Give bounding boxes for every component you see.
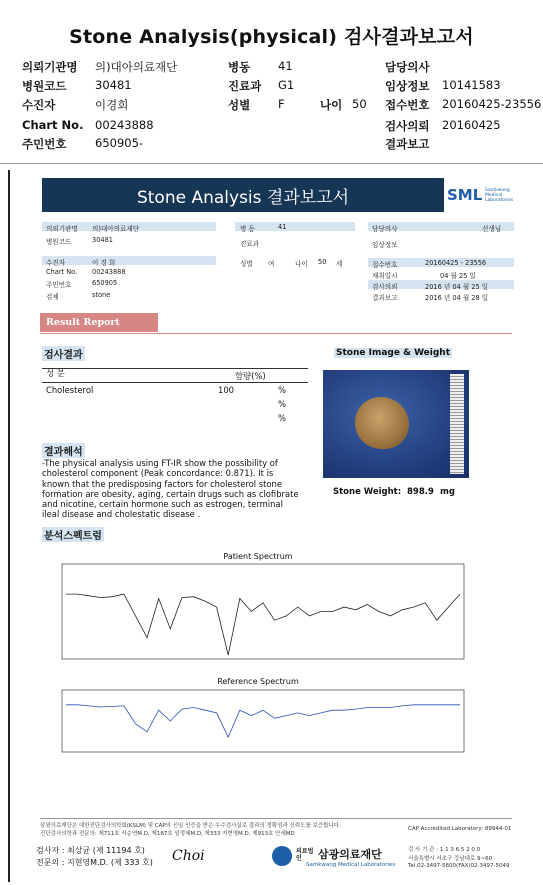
r-hcode-value: 30481 [92, 236, 113, 244]
clinical-label: 임상정보 [385, 79, 430, 93]
r-patient-value: 이 경 희 [92, 259, 116, 267]
content-header: 함량(%) [235, 371, 266, 381]
dept-value: G1 [278, 78, 295, 92]
dept-label: 진료과 [228, 79, 262, 93]
specialist: 전문의 : 지현영M.D. (제 333 호) [36, 858, 153, 867]
table-rule [42, 368, 308, 369]
component-header: 성 분 [46, 368, 65, 378]
r-patient-label: 수진자 [46, 259, 66, 267]
age-label: 나이 [320, 98, 343, 112]
doctor-label: 담당의사 [385, 60, 430, 74]
spectrum-frame [62, 564, 464, 659]
receipt-value: 20160425-23556 [442, 97, 542, 111]
cap-text: CAP Accredited Laboratory: 89944-01 [408, 826, 512, 832]
row-unit: % [278, 413, 286, 423]
sml-logo [445, 182, 525, 210]
r-dept-label: 진료과 [240, 240, 260, 248]
foundation-name: 삼광의료재단 [318, 848, 382, 861]
ward-value: 41 [278, 59, 293, 73]
r-hcode-label: 병원코드 [46, 238, 72, 246]
reference-spectrum-title: Reference Spectrum [217, 677, 299, 686]
interp-line: and nicotine, certain hormone such as estrogen, terminal [42, 499, 283, 510]
r-request-value: 2016 년 04 월 25 일 [425, 283, 489, 291]
ruler [450, 374, 464, 474]
page-title: Stone Analysis(physical) 검사결과보고서 [69, 26, 474, 48]
r-report-value: 2016 년 04 월 28 일 [425, 294, 489, 302]
contact2: 서울특별시 서초구 강남대로 9~60 [408, 856, 493, 862]
spectrum-line [66, 594, 460, 655]
result-report-label: 결과보고 [385, 137, 430, 151]
examiner: 검사자 : 최상균 (제 11194 호) [36, 846, 145, 855]
interpretation-text [42, 458, 322, 520]
r-age-value: 50 [318, 258, 327, 266]
hospital-code-label: 병원코드 [22, 79, 67, 93]
institution-label: 의뢰기관명 [22, 60, 78, 74]
sml-logo-sub2: Medical [485, 193, 503, 198]
interp-line: ileal disease and cholestatic disease . [42, 509, 201, 520]
patient-label: 수진자 [22, 98, 56, 112]
chart-value: 00243888 [95, 118, 154, 132]
table-rule [42, 382, 308, 383]
r-collect-label: 채취일시 [372, 272, 398, 280]
r-doctor-label: 담당의사 [372, 225, 398, 233]
r-doctor-value: 선생님 [482, 225, 502, 233]
sex-label: 성별 [228, 98, 251, 112]
footer-line2: 진단검사의학과 전문의: 제711호 서순연M.D, 제187호 임정혜M.D, 제333 지현영M.D, 제913호 안세MD [40, 831, 295, 837]
interp-line: -The physical analysis using FT-IR show the possibility of [42, 458, 278, 468]
result-report-bar: Result Report [40, 313, 158, 332]
foundation-logo-icon [272, 846, 292, 866]
signature: Choi [172, 848, 205, 864]
r-id-value: 650905 [92, 279, 118, 287]
footer-rule [40, 818, 512, 819]
r-ward-label: 병 동 [240, 225, 255, 233]
interp-line: cholesterol component (Peak concordance: 0.871). It is [42, 468, 274, 479]
r-specimen-value: stone [92, 291, 111, 299]
r-age-unit: 세 [336, 260, 343, 268]
chart-label: Chart No. [22, 118, 84, 132]
id-label: 주민번호 [22, 137, 67, 151]
patient-spectrum-title: Patient Spectrum [223, 552, 293, 561]
interp-line: formation are obesity, aging, certain drugs such as clofibrate [42, 488, 299, 499]
sex-value: F [278, 97, 285, 111]
r-sex-value: 여 [268, 260, 275, 268]
r-request-label: 검사의뢰 [372, 283, 398, 291]
row-component: Cholesterol [46, 385, 94, 395]
patient-spectrum-chart [48, 562, 468, 667]
reference-spectrum-chart [48, 688, 468, 760]
patient-value: 이경희 [95, 98, 129, 112]
interp-line: known that the predisposing factors for cholesterol stone [42, 478, 282, 489]
r-inst-value: 의)대아의료재단 [92, 225, 140, 233]
spectrum-frame [62, 690, 464, 752]
row-unit: % [278, 385, 286, 395]
sml-logo-sub [485, 188, 513, 203]
hospital-code-value: 30481 [95, 78, 132, 92]
contact1: 검 사 기 관 : 1 1 3 6 5 2 0 0 [408, 847, 481, 853]
stone-weight-value: 898.9 [407, 487, 434, 497]
footer-line1: 삼광의료재단은 대한진단검사의학회(KSLM) 및 CAP의 신임 인증을 받은 우수검사실로 결과의 정확성과 신뢰도를 보증합니다. [40, 823, 341, 829]
r-inst-label: 의뢰기관명 [46, 225, 78, 233]
institution-value: 의)대아의료재단 [95, 60, 178, 74]
age-value: 50 [352, 97, 367, 111]
result-section-title: 검사결과 [42, 346, 85, 361]
foundation-en: Samkwang Medical Laboratories [306, 862, 396, 868]
r-id-label: 주민번호 [46, 281, 72, 289]
sml-logo-text: SML [447, 186, 483, 204]
band [42, 256, 216, 265]
r-ward-value: 41 [278, 223, 287, 231]
stone-weight-unit: mg [440, 487, 455, 497]
stone-weight-label: Stone Weight: [333, 487, 402, 497]
r-chart-label: Chart No. [46, 268, 78, 276]
contact3: Tel.02-3497-5600(FAX)02-3497-5049 [408, 863, 510, 869]
row-unit: % [278, 399, 286, 409]
foundation-prefix: 의료법인 [296, 848, 314, 862]
r-report-label: 결과보고 [372, 294, 398, 302]
clinical-value: 10141583 [442, 78, 501, 92]
sml-logo-sub1: Samkwang [485, 188, 510, 193]
r-receipt-label: 접수번호 [372, 261, 398, 269]
r-sex-label: 성별 [240, 260, 253, 268]
ward-label: 병동 [228, 60, 251, 74]
divider [0, 163, 543, 164]
r-receipt-value: 20160425 - 23556 [425, 259, 487, 267]
interp-section-title: 결과해석 [42, 443, 85, 458]
r-collect-value: 04 월 25 일 [440, 272, 476, 280]
report-banner: Stone Analysis 결과보고서 [42, 178, 444, 212]
stone-image-title: Stone Image & Weight [336, 348, 451, 358]
row-value: 100 [218, 385, 234, 395]
r-clinical-label: 임상정보 [372, 241, 398, 249]
stone-rock [355, 397, 409, 449]
request-value: 20160425 [442, 118, 501, 132]
result-report-line [40, 333, 512, 334]
r-age-label: 나이 [295, 260, 308, 268]
request-label: 검사의뢰 [385, 119, 430, 133]
spectrum-section-title: 분석스펙트럼 [42, 527, 104, 542]
receipt-label: 접수번호 [385, 98, 430, 112]
sml-logo-sub3: Laboratories [485, 198, 514, 203]
r-specimen-label: 검체 [46, 293, 59, 301]
r-chart-value: 00243888 [92, 268, 126, 276]
spectrum-line [66, 705, 460, 737]
id-value: 650905- [95, 136, 144, 150]
